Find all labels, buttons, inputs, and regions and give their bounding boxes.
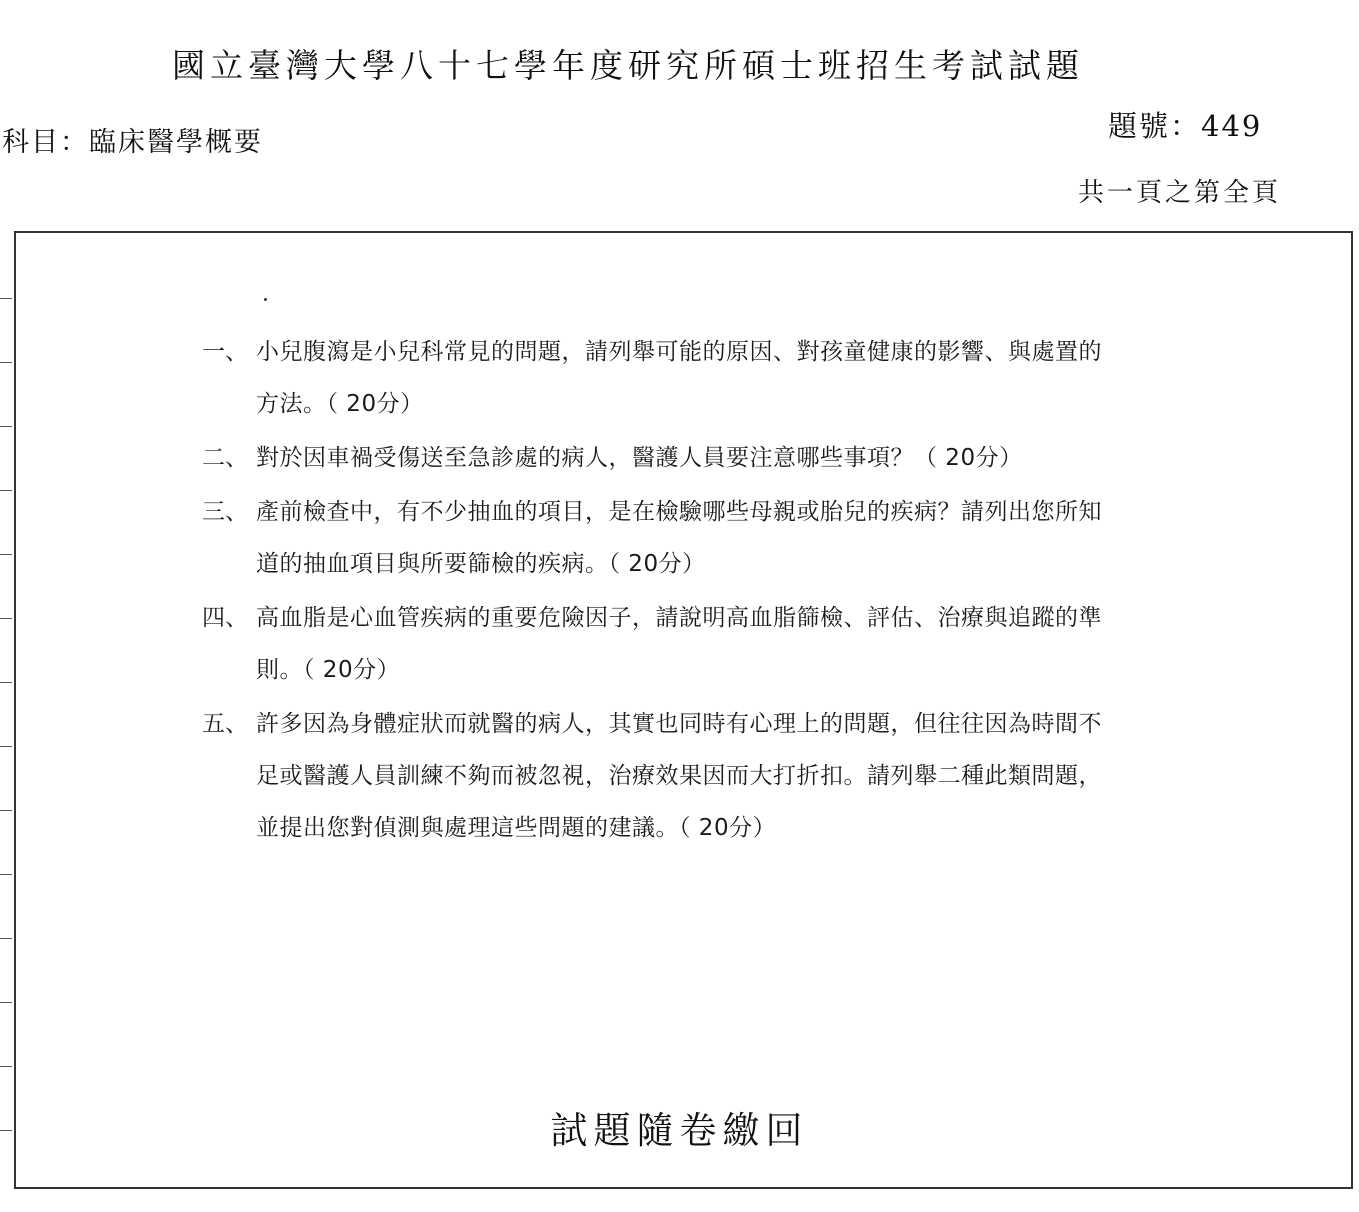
margin-tick — [0, 874, 12, 875]
question-item — [202, 432, 1122, 484]
question-item — [202, 698, 1122, 854]
margin-tick — [0, 810, 12, 811]
margin-tick — [0, 490, 12, 491]
margin-tick — [0, 682, 12, 683]
question-text: 對於因車禍受傷送至急診處的病人，醫護人員要注意哪些事項？（ 20分） — [256, 445, 1023, 471]
margin-tick — [0, 362, 12, 363]
margin-tick — [0, 298, 12, 299]
question-num: 一、 — [202, 339, 248, 365]
question-num: 五、 — [202, 711, 248, 737]
margin-tick — [0, 426, 12, 427]
question-text: 產前檢查中，有不少抽血的項目，是在檢驗哪些母親或胎兒的疾病？請列出您所知道的抽血項目與所要篩檢的疾病。（ 20分） — [256, 499, 1102, 577]
question-item — [202, 486, 1122, 590]
question-text: 小兒腹瀉是小兒科常見的問題，請列舉可能的原因、對孩童健康的影響、與處置的方法。（ 20分） — [256, 339, 1102, 417]
margin-tick — [0, 618, 12, 619]
return-notice: 試題隨卷繳回 — [550, 1109, 809, 1152]
question-item — [202, 326, 1122, 430]
page-count: 共一頁之第全頁 — [1078, 178, 1282, 208]
question-list — [202, 326, 1122, 856]
dot-mark — [264, 298, 267, 301]
question-num: 三、 — [202, 499, 248, 525]
margin-tick — [0, 938, 12, 939]
margin-tick — [0, 1002, 12, 1003]
question-num: 二、 — [202, 445, 248, 471]
page-title: 國立臺灣大學八十七學年度研究所碩士班招生考試試題 — [172, 46, 1084, 85]
question-num: 四、 — [202, 605, 248, 631]
question-item — [202, 592, 1122, 696]
question-text: 許多因為身體症狀而就醫的病人，其實也同時有心理上的問題，但往往因為時間不足或醫護人員訓練不夠而被忽視，治療效果因而大打折扣。請列舉二種此類問題，並提出您對偵測與處理這些問題的建議。（ 20分） — [256, 711, 1102, 841]
question-text: 高血脂是心血管疾病的重要危險因子，請說明高血脂篩檢、評估、治療與追蹤的準則。（ 20分） — [256, 605, 1102, 683]
margin-tick — [0, 1066, 12, 1067]
question-number: 題號：449 — [1108, 109, 1263, 143]
subject-label: 科目：臨床醫學概要 — [2, 127, 263, 158]
margin-tick — [0, 746, 12, 747]
margin-tick — [0, 554, 12, 555]
